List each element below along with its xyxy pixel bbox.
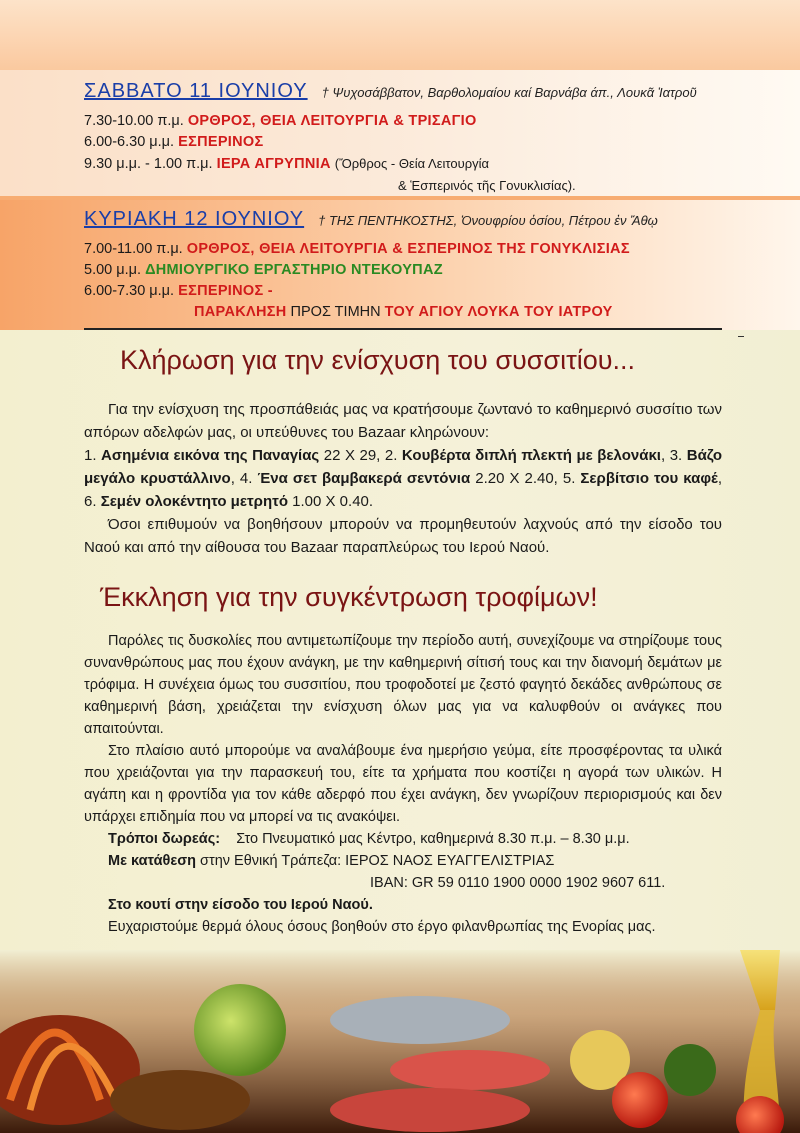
prize-number: 1. (84, 447, 102, 464)
donation-box: Στο κουτί στην είσοδο του Ιερού Ναού. (108, 897, 373, 913)
prize-name: Σεμέν ολοκέντητο μετρητό (100, 493, 288, 510)
raffle-title: Κλήρωση για την ενίσχυση του συσσιτίου... (120, 345, 636, 375)
prize-detail: , (230, 470, 240, 487)
prize-number: 6. (84, 493, 101, 510)
raffle-prizes (84, 444, 722, 513)
food-illustration (0, 950, 800, 1133)
schedule-line (84, 111, 697, 132)
schedule-time: 5.00 μ.μ. (84, 262, 142, 278)
raffle-intro: Για την ενίσχυση της προσπάθειάς μας να κρατήσουμε ζωντανό το καθημερινό συσσίτιο των απόρων αδελφών μας, οι υπεύθυνες του Bazaar κληρώνουν: (84, 401, 722, 441)
appeal-paragraph-1: Παρόλες τις δυσκολίες που αντιμετωπίζουμε την περίοδο αυτή, συνεχίζουμε να στηρίζουμε τους συνανθρώπους μας που έχουν ανάγκη, με την καθημερινή σίτισή τους και την διανομή δεμάτων με τρόφιμα. Η συνέχεια όμως του συσσιτίου, που τροφοδοτεί με ζεστό φαγητό δεκάδες ανθρώπους σε καθημερινή βάση, χρειάζεται την ενίσχυση όλων μας για να καλυφθούν οι ανάγκες που απαιτούνται. (84, 633, 722, 737)
donation-ways (84, 828, 722, 850)
saturday-section (84, 80, 697, 196)
iban: IBAN: GR 59 0110 1900 0000 1902 9607 611. (370, 875, 666, 891)
prize-detail: 1.00 Χ 0.40. (287, 493, 374, 510)
raffle-outro: Όσοι επιθυμούν να βοηθήσουν μπορούν να προμηθευτούν λαχνούς από την είσοδο του Ναού και από την αίθουσα του Bazaar παραπλεύρως του Ιερού Ναού. (84, 516, 722, 556)
prize-detail: , (717, 470, 722, 487)
schedule-line (84, 132, 697, 153)
schedule-note-cont: & Ἑσπερινός τῆς Γονυκλισίας). (398, 178, 576, 193)
appeal-title: Έκκληση για την συγκέντρωση τροφίμων! (100, 582, 598, 612)
deposit-label: Με κατάθεση (108, 853, 196, 869)
appeal-paragraph-2: Στο πλαίσιο αυτό μπορούμε να αναλάβουμε ένα ημερήσιο γεύμα, είτε προσφέροντας τα υλικά που χρειάζονται για την παρασκευή του, είτε τα χρήματα που κοστίζει η αγορά των υλικών. Η αγάπη και η φροντίδα για τον κάθε αδερφό που έχει ανάγκη, δεν γνωρίζουν περιορισμούς και δεν υπάρχει επιδημία που να μπορεί να τις ανακόψει. (84, 743, 722, 825)
prize-number: 2. (384, 447, 402, 464)
raffle-body (84, 398, 722, 559)
schedule-event: ΟΡΘΡΟΣ, ΘΕΙΑ ΛΕΙΤΟΥΡΓΙΑ & ΕΣΠΕΡΙΝΟΣ ΤΗΣ ΓΟΝΥΚΛΙΣΙΑΣ (186, 241, 630, 257)
donation-ways-label: Τρόποι δωρεάς: (108, 831, 221, 847)
schedule-time: 6.00-6.30 μ.μ. (84, 134, 175, 150)
schedule-line (84, 260, 658, 281)
thanks-text: Ευχαριστούμε θερμά όλους όσους βοηθούν στο έργο φιλανθρωπίας της Ενορίας μας. (108, 919, 656, 935)
schedule-time: 7.00-11.00 π.μ. (84, 241, 183, 257)
appeal-body (84, 630, 722, 938)
prize-name: Ένα σετ βαμβακερά σεντόνια (257, 470, 471, 487)
saturday-day: ΣΑΒΒΑΤΟ 11 ΙΟΥΝΙΟΥ (84, 80, 308, 102)
schedule-line (84, 239, 658, 260)
schedule-event: ΙΕΡΑ ΑΓΡΥΠΝΙΑ (216, 156, 331, 172)
schedule-line (84, 153, 697, 175)
prize-detail: 22 Χ 29, (319, 447, 385, 464)
prize-name: Ασημένια εικόνα της Παναγίας (101, 447, 320, 464)
prize-name: Βάζο μεγάλο κρυστάλλινο (84, 447, 723, 487)
prize-number: 4. (239, 470, 258, 487)
divider-mark (738, 336, 744, 337)
schedule-event: ΟΡΘΡΟΣ, ΘΕΙΑ ΛΕΙΤΟΥΡΓΙΑ & ΤΡΙΣΑΓΙΟ (187, 113, 477, 129)
paraklisi-saint: ΤΟΥ ΑΓΙΟΥ ΛΟΥΚΑ ΤΟΥ ΙΑΤΡΟΥ (384, 304, 613, 320)
food-collage (0, 950, 800, 1133)
prize-number: 5. (562, 470, 581, 487)
prize-name: Σερβίτσιο του καφέ (580, 470, 718, 487)
schedule-time: 6.00-7.30 μ.μ. (84, 283, 175, 299)
sunday-header (84, 208, 658, 231)
fish-shape (330, 996, 510, 1044)
sunday-day: ΚΥΡΙΑΚΗ 12 ΙΟΥΝΙΟΥ (84, 208, 305, 230)
schedule-event: ΔΗΜΙΟΥΡΓΙΚΟ ΕΡΓΑΣΤΗΡΙΟ ΝΤΕΚΟΥΠΑΖ (145, 262, 443, 278)
prize-name: Κουβέρτα διπλή πλεκτή με βελονάκι (401, 447, 661, 464)
schedule-time: 9.30 μ.μ. - 1.00 π.μ. (84, 156, 213, 172)
sunday-section (84, 208, 658, 323)
section-divider (84, 328, 722, 330)
apple-shape (194, 984, 286, 1076)
schedule-note: (Ὄρθρος - Θεία Λειτουργία (334, 156, 489, 171)
paraklisi-label: ΠΑΡΑΚΛΗΣΗ (194, 304, 287, 320)
schedule-line-cont (84, 302, 658, 323)
prize-detail: 2.20 Χ 2.40, (470, 470, 563, 487)
saturday-header (84, 80, 697, 103)
saturday-feast: † Ψυχοσάββατον, Βαρθολομαίου καί Βαρνάβα άπ., Λουκᾶ Ἰατροῦ (321, 85, 697, 100)
deposit-line (84, 850, 722, 872)
deposit-text: στην Εθνική Τράπεζα: ΙΕΡΟΣ ΝΑΟΣ ΕΥΑΓΓΕΛΙΣΤΡΙΑΣ (195, 853, 555, 869)
sunday-feast: † ΤΗΣ ΠΕΝΤΗΚΟΣΤΗΣ, Ὀνουφρίου ὁσίου, Πέτρου ἐν Ἄθῳ (318, 213, 658, 228)
schedule-event: ΕΣΠΕΡΙΝΟΣ (178, 134, 264, 150)
schedule-event: ΕΣΠΕΡΙΝΟΣ - (178, 283, 273, 299)
schedule-line (84, 281, 658, 302)
prize-detail: , (660, 447, 670, 464)
donation-ways-text: Στο Πνευματικό μας Κέντρο, καθημερινά 8.30 π.μ. – 8.30 μ.μ. (236, 831, 630, 847)
schedule-time: 7.30-10.00 π.μ. (84, 113, 184, 129)
prize-number: 3. (669, 447, 687, 464)
paraklisi-connector: ΠΡΟΣ ΤΙΜΗΝ (286, 304, 385, 320)
